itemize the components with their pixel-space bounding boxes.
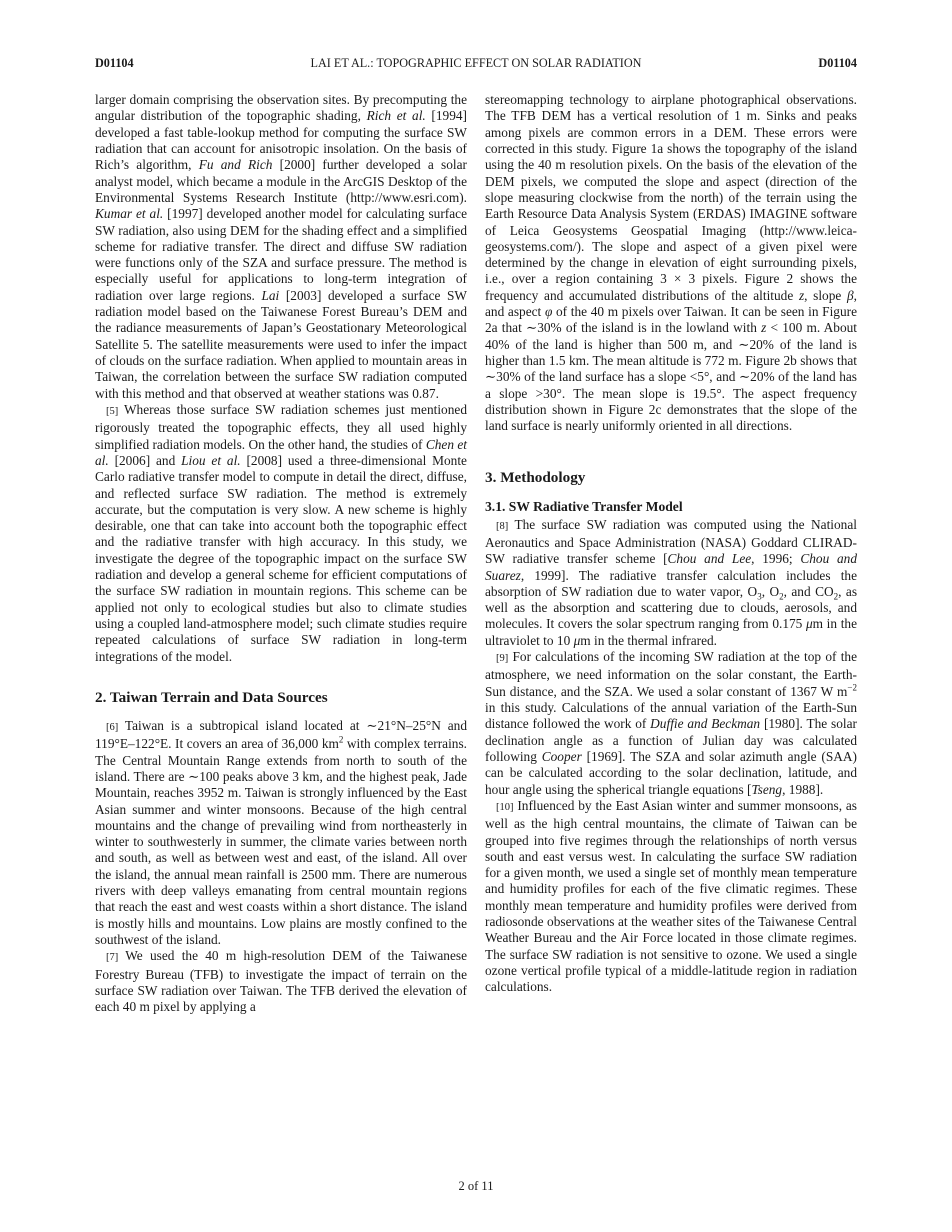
text-run: −2	[847, 682, 857, 693]
citation-or-symbol: Chen et al.	[95, 436, 467, 468]
text-run: [1980]. The solar declination angle as a function of Julian day was calculated following	[485, 716, 857, 764]
text-run: 2	[779, 591, 784, 602]
text-run: m in the thermal infrared.	[580, 632, 718, 648]
text-run: in this study. Calculations of the annual variation of the Earth-Sun distance followed the work of	[485, 700, 857, 732]
paragraph-8	[485, 517, 857, 650]
text-run: , slope	[804, 287, 847, 303]
text-run: [1969]. The SZA and solar azimuth angle (SAA) can be calculated according to the solar declination, latitude, and hour angle using the spherical triangle equations [	[485, 748, 857, 797]
citation-or-symbol: φ	[544, 304, 553, 320]
text-run: , as well as the absorption and scattering due to clouds, aerosols, and molecules. It covers the solar spectrum ranging from 0.175	[485, 583, 858, 632]
text-run: , O	[761, 583, 780, 599]
text-run: Taiwan is a subtropical island located at ∼21°N–25°N and 119°E–122°E. It covers an area of 36,000 km	[95, 717, 467, 752]
text-run: 2	[338, 734, 344, 745]
text-run: [2003] developed a surface SW radiation model based on the Taiwanese Forest Bureau’s DEM and the radiance measurements of Japan’s Geostationary Meteorological Satellite 5. The satellite measurements were used to infer the impact of clouds on the surface radiation. When applied to mountain areas in Taiwan, the correlation between the surface SW radiation computed with this method and that observed at weather stations was 0.87.	[95, 287, 467, 401]
paragraph-6	[95, 718, 467, 948]
section-3-heading: 3. Methodology	[485, 468, 586, 486]
citation-or-symbol: Lai	[261, 287, 280, 303]
paragraph-7	[95, 948, 467, 1015]
citation-or-symbol: z	[798, 287, 805, 303]
header-doc-id-right: D01104	[818, 56, 857, 70]
text-run: [2000] further developed a solar analyst model, which became a module in the ArcGIS Desktop of the Environmental Systems Research Institute (http://www.esri.com).	[95, 157, 467, 205]
text-run: [2008] used a three-dimensional Monte Carlo radiative transfer model to compute in detail the direct, diffuse, and reflected surface SW radiation. The method is extremely accurate, but the computation is very slow. A new scheme is highly desirable, one that can take into account both the topographic effect and the radiative transfer with high accuracy. In this study, we investigate the degree of the topographic impact on the surface SW radiation and develop a general scheme for efficient computations of the surface SW radiation in mountain regions. This scheme can be applied not only to ecological studies but also to climate studies using a coupled land-atmosphere model; such climate studies require repeated calculations of surface SW radiation in long-term integrations of the model.	[95, 452, 467, 664]
left-column	[95, 92, 467, 1016]
paragraph-number: [10]	[496, 801, 514, 813]
text-run: < 100 m. About 40% of the land is higher than 500 m, and ∼20% of the land is higher than 1.5 km. The mean altitude is 772 m. Figure 2b shows that ∼30% of the land surface has a slope <5°, and ∼20% of the land has a slope >30°. The mean slope is 19.5°. The aspect frequency distribution shown in Figure 2c demonstrates that the slope of the land surface is nearly uniformly oriented in all directions.	[485, 320, 857, 434]
paragraph-number: [7]	[106, 952, 119, 964]
section-2-heading: 2. Taiwan Terrain and Data Sources	[95, 688, 328, 706]
text-run: 2	[833, 591, 839, 602]
text-run: , 1988].	[782, 781, 824, 797]
subsection-3-1-heading: 3.1. SW Radiative Transfer Model	[485, 498, 683, 514]
text-run: [1997] developed another model for calculating surface SW radiation, also using DEM for the shading effect and a simplified scheme for radiative transfer. The direct and diffuse SW radiation were functions only of the SZA and surface pressure. The method is especially useful for applications to long-term integration of radiation over large regions.	[95, 206, 467, 303]
citation-or-symbol: Liou et al.	[181, 452, 241, 468]
paragraph-number: [8]	[496, 520, 509, 532]
right-column	[485, 92, 857, 996]
citation-or-symbol: Chou and Suarez	[485, 551, 857, 583]
text-run: For calculations of the incoming SW radiation at the top of the atmosphere, we need information on the solar constant, the Earth-Sun distance, and the SZA. We used a solar constant of 1367 W m	[485, 649, 857, 699]
text-run: [1994] developed a fast table-lookup method for computing the surface SW radiation that can account for anisotropic insolation. On the basis of Rich’s algorithm,	[95, 108, 467, 173]
citation-or-symbol: Kumar et al.	[95, 206, 164, 222]
text-run: Whereas those surface SW radiation schemes just mentioned rigorously treated the topographic effects, they all used highly simplified radiation models. On the other hand, the studies of	[95, 401, 467, 452]
text-run: , 1999]. The radiative transfer calculation includes the absorption of SW radiation due to water vapor, O	[485, 567, 857, 599]
header-title: LAI ET AL.: TOPOGRAPHIC EFFECT ON SOLAR RADIATION	[310, 56, 642, 70]
citation-or-symbol: Tseng	[751, 781, 783, 797]
running-header	[95, 56, 857, 72]
paragraph-7-continued	[485, 92, 857, 435]
text-run: We used the 40 m high-resolution DEM of the Taiwanese Forestry Bureau (TFB) to investigate the impact of terrain on the surface SW radiation over Taiwan. The TFB derived the elevation of each 40 m pixel by applying a	[95, 948, 467, 1015]
citation-or-symbol: μ	[573, 632, 581, 648]
page-number: 2 of 11	[458, 1179, 494, 1193]
text-run: , and CO	[783, 583, 834, 599]
text-run: , 1996;	[751, 551, 801, 567]
citation-or-symbol: Rich et al.	[366, 108, 426, 124]
text-run: m in the ultraviolet to 10	[485, 616, 857, 648]
text-run: Influenced by the East Asian winter and summer monsoons, as well as the high central mountains, the climate of Taiwan can be grouped into five regimes through the relationships of north versus south and east versus west. In calculating the surface SW radiation for a given month, we used a single set of monthly mean temperature and humidity profiles for each of the five climatic regimes. These monthly mean temperature and humidity profiles were derived from radiosonde observations at the weather sites of the Taiwanese Central Weather Bureau and the Air Force located in those climate regimes. The surface SW radiation is not sensitive to ozone. We used a single ozone vertical profile typical of a middle-latitude region in radiation calculations.	[485, 797, 857, 995]
text-run: of the 40 m pixels over Taiwan. It can be seen in Figure 2a that ∼30% of the island is in the lowland with	[485, 304, 857, 336]
paragraph-10	[485, 798, 857, 996]
paragraph-5	[95, 402, 467, 665]
text-run: 3	[757, 591, 762, 602]
citation-or-symbol: Fu and Rich	[198, 157, 273, 173]
header-doc-id-left: D01104	[95, 56, 134, 70]
text-run: larger domain comprising the observation sites. By precomputing the angular distribution of the topographic shading,	[95, 92, 467, 124]
citation-or-symbol: β	[847, 287, 854, 303]
citation-or-symbol: Chou and Lee	[667, 551, 752, 567]
paragraph-9	[485, 649, 857, 798]
citation-or-symbol: μ	[805, 616, 813, 632]
citation-or-symbol: Cooper	[541, 748, 582, 764]
paragraph-number: [9]	[496, 653, 509, 665]
paragraph-number: [6]	[106, 721, 119, 733]
paragraph-number: [5]	[106, 405, 119, 417]
text-run: , and aspect	[485, 287, 857, 320]
text-run: The surface SW radiation was computed using the National Aeronautics and Space Administration (NASA) Goddard CLIRAD-SW radiative transfer scheme [	[485, 516, 857, 567]
text-run: with complex terrains. The Central Mountain Range extends from north to south of the island. There are ∼100 peaks above 3 km, and the highest peak, Jade Mountain, reaches 3952 m. Taiwan is strongly influenced by the East Asian summer and winter monsoons. Because of the high central mountains and the change of prevailing wind from northeasterly in winter to southwesterly in summer, the climate varies between north and south, as well as between west and east, of the island. All over the island, the annual mean rainfall is 2500 mm. There are numerous rivers with deep valleys emanating from central mountain regions that reach the east and west coasts within a short distance. The island is mostly hills and mountains. Low plains are mostly confined to the southwest of the island.	[95, 736, 468, 947]
text-run: stereomapping technology to airplane photographical observations. The TFB DEM has a vertical resolution of 1 m. Sinks and peaks among pixels are common errors in a DEM. These errors were corrected in this study. Figure 1a shows the topography of the island using the 40 m resolution pixels. On the basis of the elevation of the DEM pixels, we computed the slope and aspect (direction of the slope measuring clockwise from the north) of the terrain using the Earth Resource Data Analysis System (ERDAS) IMAGINE software of Leica Geosystems Geospatial Imaging (http://www.leica-geosystems.com/). The slope and aspect of a given pixel were determined by the change in elevation of eight surrounding pixels, i.e., over a region containing 3 × 3 pixels. Figure 2 shows the frequency and accumulated distributions of the altitude	[485, 92, 857, 303]
paragraph-intro-continued	[95, 92, 467, 402]
citation-or-symbol: Duffie and Beckman	[650, 716, 761, 732]
text-run: [2006] and	[108, 452, 182, 468]
citation-or-symbol: z	[761, 320, 767, 336]
